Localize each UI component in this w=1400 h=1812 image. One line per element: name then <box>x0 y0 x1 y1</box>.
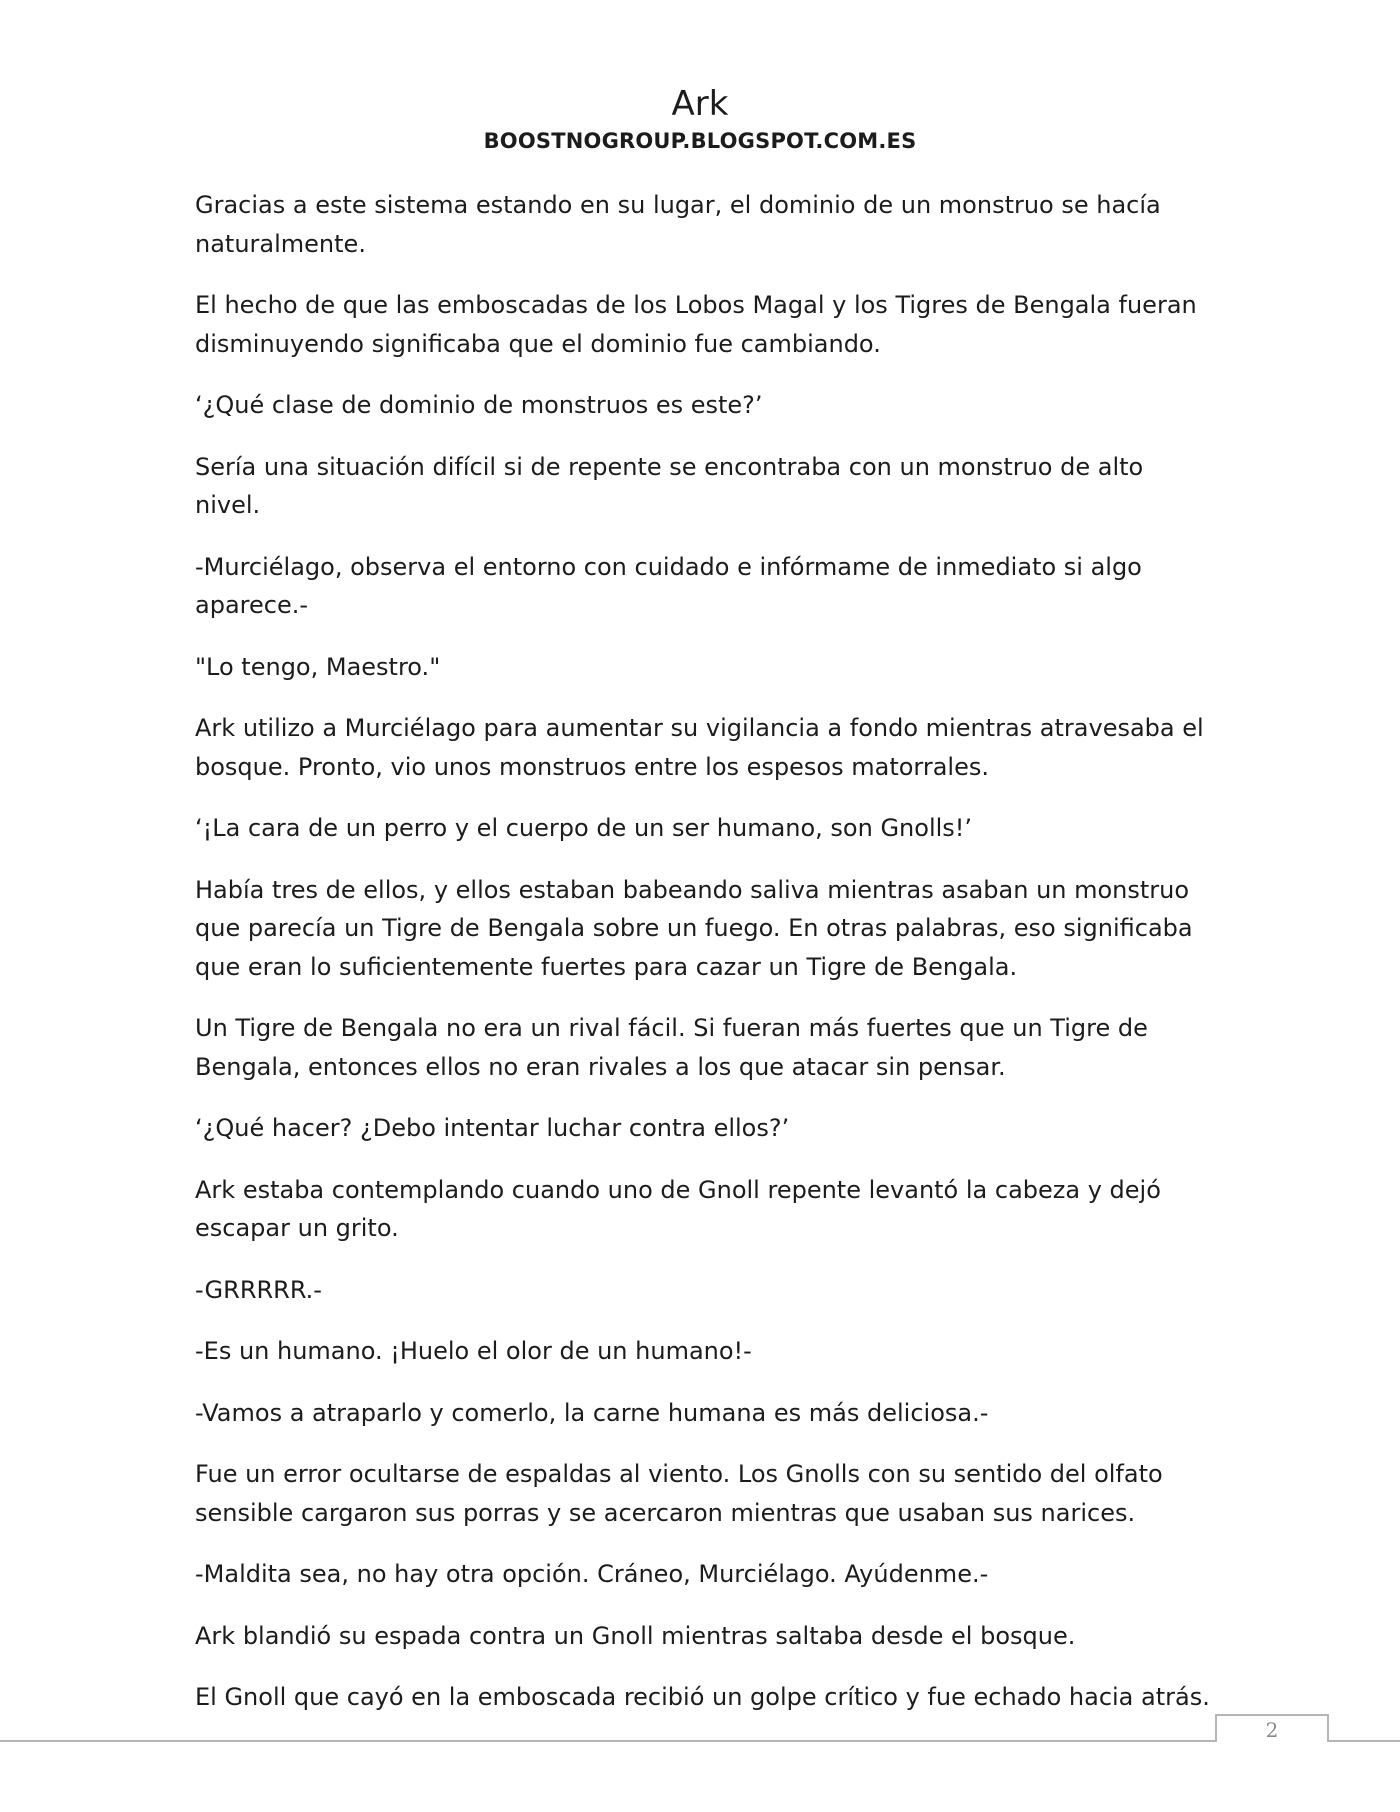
paragraph: -Es un humano. ¡Huelo el olor de un humano!- <box>195 1337 752 1365</box>
paragraph: -GRRRRR.- <box>195 1275 322 1304</box>
footer-divider-left <box>0 1740 1215 1742</box>
paragraph: ‘¿Qué hacer? ¿Debo intentar luchar contra ellos?’ <box>195 1114 790 1142</box>
book-title: Ark <box>671 84 729 124</box>
paragraph: Un Tigre de Bengala no era un rival fácil. Si fueran más fuertes que un Tigre de Bengala, entonces ellos no eran rivales a los que atacar sin pensar. <box>195 1014 1148 1081</box>
paragraph: ‘¡La cara de un perro y el cuerpo de un ser humano, son Gnolls!’ <box>195 814 973 842</box>
paragraph: Ark estaba contemplando cuando uno de Gnoll repente levantó la cabeza y dejó escapar un grito. <box>195 1175 1161 1242</box>
page-number: 2 <box>1265 1718 1279 1742</box>
paragraph: Sería una situación difícil si de repente se encontraba con un monstruo de alto nivel. <box>195 452 1144 519</box>
paragraph: El hecho de que las emboscadas de los Lobos Magal y los Tigres de Bengala fueran disminuyendo significaba que el dominio fue cambiando. <box>195 291 1197 358</box>
paragraph: -Murciélago, observa el entorno con cuidado e infórmame de inmediato si algo aparece.- <box>195 552 1142 619</box>
paragraph: -Maldita sea, no hay otra opción. Cráneo, Murciélago. Ayúdenme.- <box>195 1560 989 1588</box>
paragraph: ‘¿Qué clase de dominio de monstruos es este?’ <box>195 391 763 419</box>
document-body <box>195 186 1215 1740</box>
paragraph: "Lo tengo, Maestro." <box>195 652 441 681</box>
paragraph: Ark blandió su espada contra un Gnoll mientras saltaba desde el bosque. <box>195 1621 1076 1650</box>
page-header <box>0 84 1400 154</box>
paragraph: El Gnoll que cayó en la emboscada recibió un golpe crítico y fue echado hacia atrás. <box>195 1683 1210 1711</box>
paragraph: Fue un error ocultarse de espaldas al viento. Los Gnolls con su sentido del olfato sensible cargaron sus porras y se acercaron mientras que usaban sus narices. <box>195 1460 1163 1527</box>
paragraph: Gracias a este sistema estando en su lugar, el dominio de un monstruo se hacía naturalmente. <box>195 191 1161 258</box>
paragraph: Había tres de ellos, y ellos estaban babeando saliva mientras asaban un monstruo que parecía un Tigre de Bengala sobre un fuego. En otras palabras, eso significaba que eran lo suficientemente fuertes para cazar un Tigre de Bengala. <box>195 875 1193 981</box>
book-subtitle: BOOSTNOGROUP.BLOGSPOT.COM.ES <box>483 129 917 153</box>
paragraph: -Vamos a atraparlo y comerlo, la carne humana es más deliciosa.- <box>195 1398 989 1427</box>
footer-divider-right <box>1327 1740 1400 1742</box>
paragraph: Ark utilizo a Murciélago para aumentar su vigilancia a fondo mientras atravesaba el bosque. Pronto, vio unos monstruos entre los espesos matorrales. <box>195 714 1204 781</box>
